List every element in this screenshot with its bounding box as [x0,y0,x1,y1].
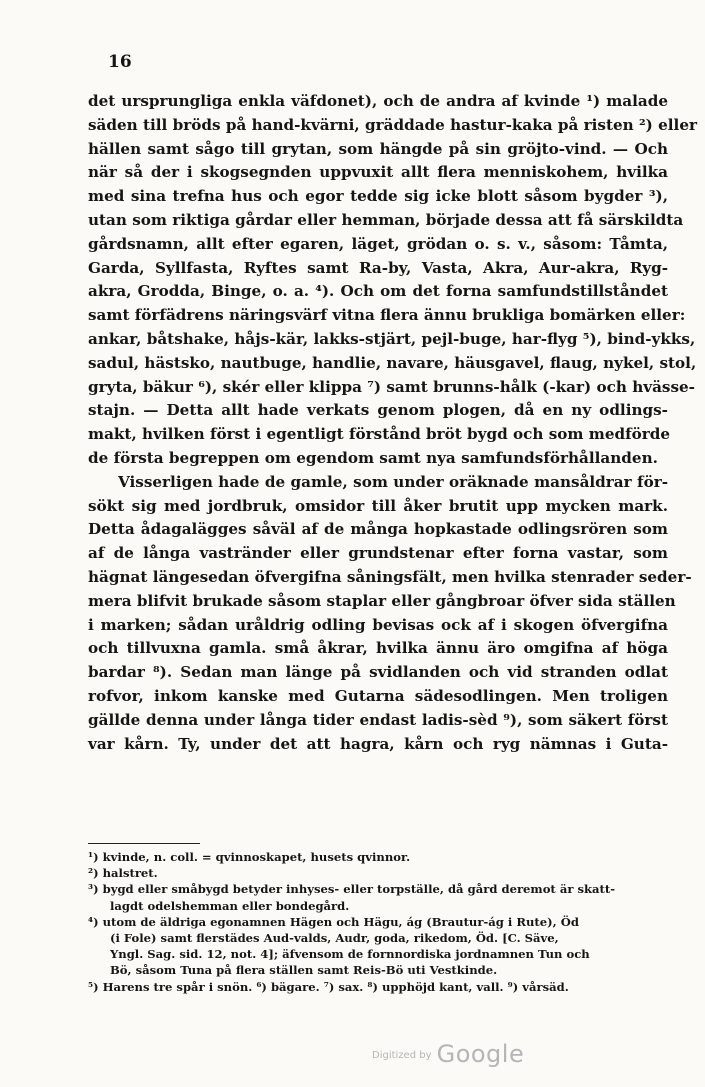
footnotes [88,849,668,995]
footnote-line: ³) bygd eller småbygd betyder inhyses- eller torpställe, då gård deremot är skatt- [88,882,616,897]
footnote-line: ⁴) utom de äldriga egonamnen Hägen och Hägu, ág (Brautur-ág i Rute), Öd [88,914,579,929]
text-line: Detta ådagalägges såväl af de många hopkastade odlingsrören som [88,520,668,539]
text-line: gårdsnamn, allt efter egaren, läget, grödan o. s. v., såsom: Tåmta, [88,234,668,253]
google-logo: Google [436,1040,525,1068]
text-line: akra, Grodda, Binge, o. a. ⁴). Och om det forna samfundstillståndet [88,282,668,301]
text-line: säden till bröds på hand-kvärni, gräddade hastur-kaka på risten ²) eller [88,115,697,134]
text-line: i marken; sådan uråldrig odling bevisas ock af i skogen öfvergifna [88,615,668,634]
text-line: när så der i skogsegnden uppvuxit allt flera menniskohem, hvilka [88,163,668,182]
text-line: det ursprungliga enkla väfdonet), och de andra af kvinde ¹) malade [88,92,668,110]
text-line: var kårn. Ty, under det att hagra, kårn och ryg nämnas i Guta- [88,734,668,753]
text-line: de första begreppen om egendom samt nya samfundsförhållanden. [88,448,658,467]
footnote-line: ¹) kvinde, n. coll. = qvinnoskapet, husets qvinnor. [88,850,411,864]
text-line: Garda, Syllfasta, Ryftes samt Ra-by, Vasta, Akra, Aur-akra, Ryg- [88,258,668,277]
body-text [88,90,697,756]
watermark-prefix: Digitized by [372,1050,432,1061]
footnote-line: lagdt odelshemman eller bondegård. [110,898,350,913]
text-line: hägnat längesedan öfvergifna såningsfält, men hvilka stenrader seder- [88,567,692,586]
text-line: och tillvuxna gamla. små åkrar, hvilka ännu äro omgifna af höga [88,639,668,658]
footnote-line: (i Fole) samt flerstädes Aud-valds, Audr, goda, rikedom, Öd. [C. Säve, [110,931,559,946]
footnote-line: Bö, såsom Tuna på flera ställen samt Reis-Bö uti Vestkinde. [110,963,498,978]
page-number: 16 [108,52,132,72]
text-line: gällde denna under långa tider endast ladis-sèd ⁹), som säkert först [88,710,668,729]
text-line: hällen samt sågo till grytan, som hängde på sin gröjto-vind. — Och [88,139,668,158]
text-line: af de långa vastränder eller grundstenar efter forna vastar, som [88,544,668,563]
footnote-line: ⁵) Harens tre spår i snön. ⁶) bägare. ⁷) sax. ⁸) upphöjd kant, vall. ⁹) vårsäd. [88,979,569,994]
text-line: rofvor, inkom kanske med Gutarna sädesodlingen. Men troligen [88,686,668,705]
footnote-divider [88,843,200,844]
text-line: med sina trefna hus och egor tedde sig icke blott såsom bygder ³), [88,187,668,206]
footnote-line: ²) halstret. [88,866,158,881]
text-line: makt, hvilken först i egentligt förstånd bröt bygd och som medförde [88,425,671,444]
digitized-watermark [372,1040,524,1068]
text-line: ankar, båtshake, håjs-kär, lakks-stjärt, pejl-buge, har-flyg ⁵), bind-ykks, [88,329,696,348]
footnote-line: Yngl. Sag. sid. 12, not. 4]; äfvensom de fornnordiska jordnamnen Tun och [110,947,590,962]
paragraph-start-line: Visserligen hade de gamle, som under oräknade mansåldrar för- [118,472,668,491]
text-line: sadul, hästsko, nautbuge, handlie, navare, häusgavel, flaug, nykel, stol, [88,353,697,372]
text-line: samt förfädrens näringsvärf vitna flera ännu brukliga bomärken eller: [88,306,686,325]
text-line: bardar ⁸). Sedan man länge på svidlanden och vid stranden odlat [88,663,668,682]
text-line: utan som riktiga gårdar eller hemman, började dessa att få särskildta [88,210,684,229]
text-line: gryta, bäkur ⁶), skér eller klippa ⁷) samt brunns-hålk (-kar) och hvässe- [88,377,695,396]
text-line: stajn. — Detta allt hade verkats genom plogen, då en ny odlings- [88,401,668,420]
text-line: sökt sig med jordbruk, omsidor till åker brutit upp mycken mark. [88,496,668,515]
text-line: mera blifvit brukade såsom staplar eller gångbroar öfver sida ställen [88,591,676,610]
